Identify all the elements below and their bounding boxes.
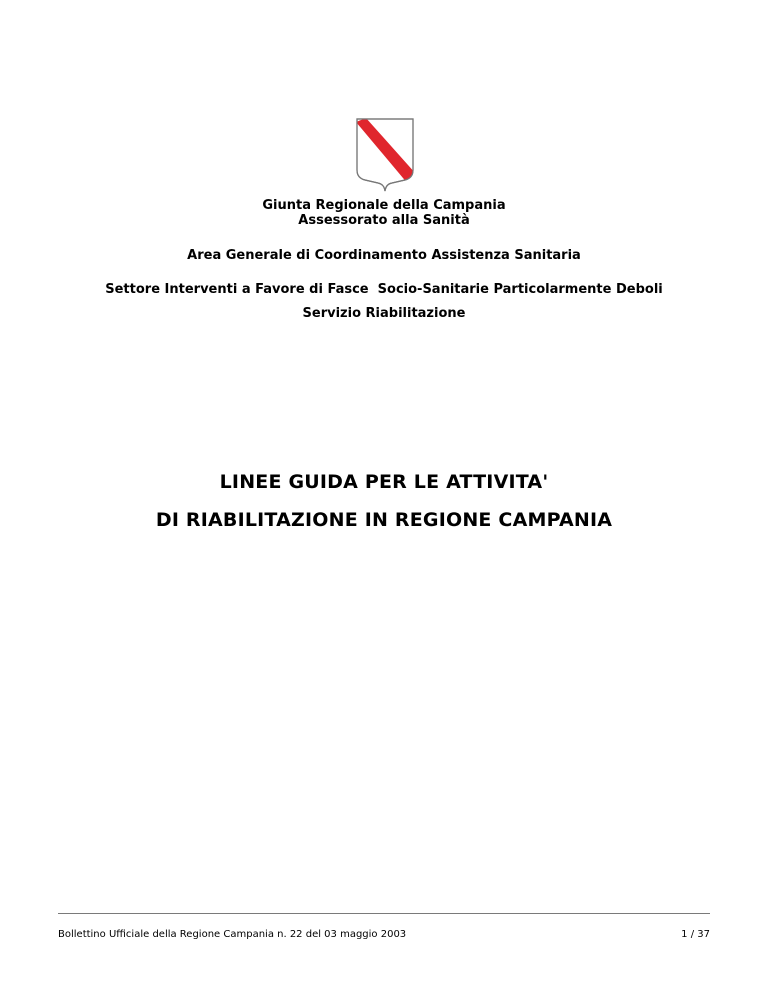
footer-divider xyxy=(58,913,710,914)
institution-name: Giunta Regionale della Campania xyxy=(262,198,506,213)
page-number: 1 / 37 xyxy=(681,929,710,940)
footer-source: Bollettino Ufficiale della Regione Campania n. 22 del 03 maggio 2003 xyxy=(58,929,407,940)
document-title-line-2: DI RIABILITAZIONE IN REGIONE CAMPANIA xyxy=(155,509,613,531)
service-name: Servizio Riabilitazione xyxy=(302,306,466,321)
campania-coat-of-arms-icon xyxy=(356,118,414,192)
document-title-line-1: LINEE GUIDA PER LE ATTIVITA' xyxy=(219,471,549,493)
area-name: Area Generale di Coordinamento Assistenza Sanitaria xyxy=(187,248,581,263)
department-name: Assessorato alla Sanità xyxy=(298,213,470,228)
sector-name: Settore Interventi a Favore di Fasce Socio-Sanitarie Particolarmente Deboli xyxy=(105,282,663,297)
